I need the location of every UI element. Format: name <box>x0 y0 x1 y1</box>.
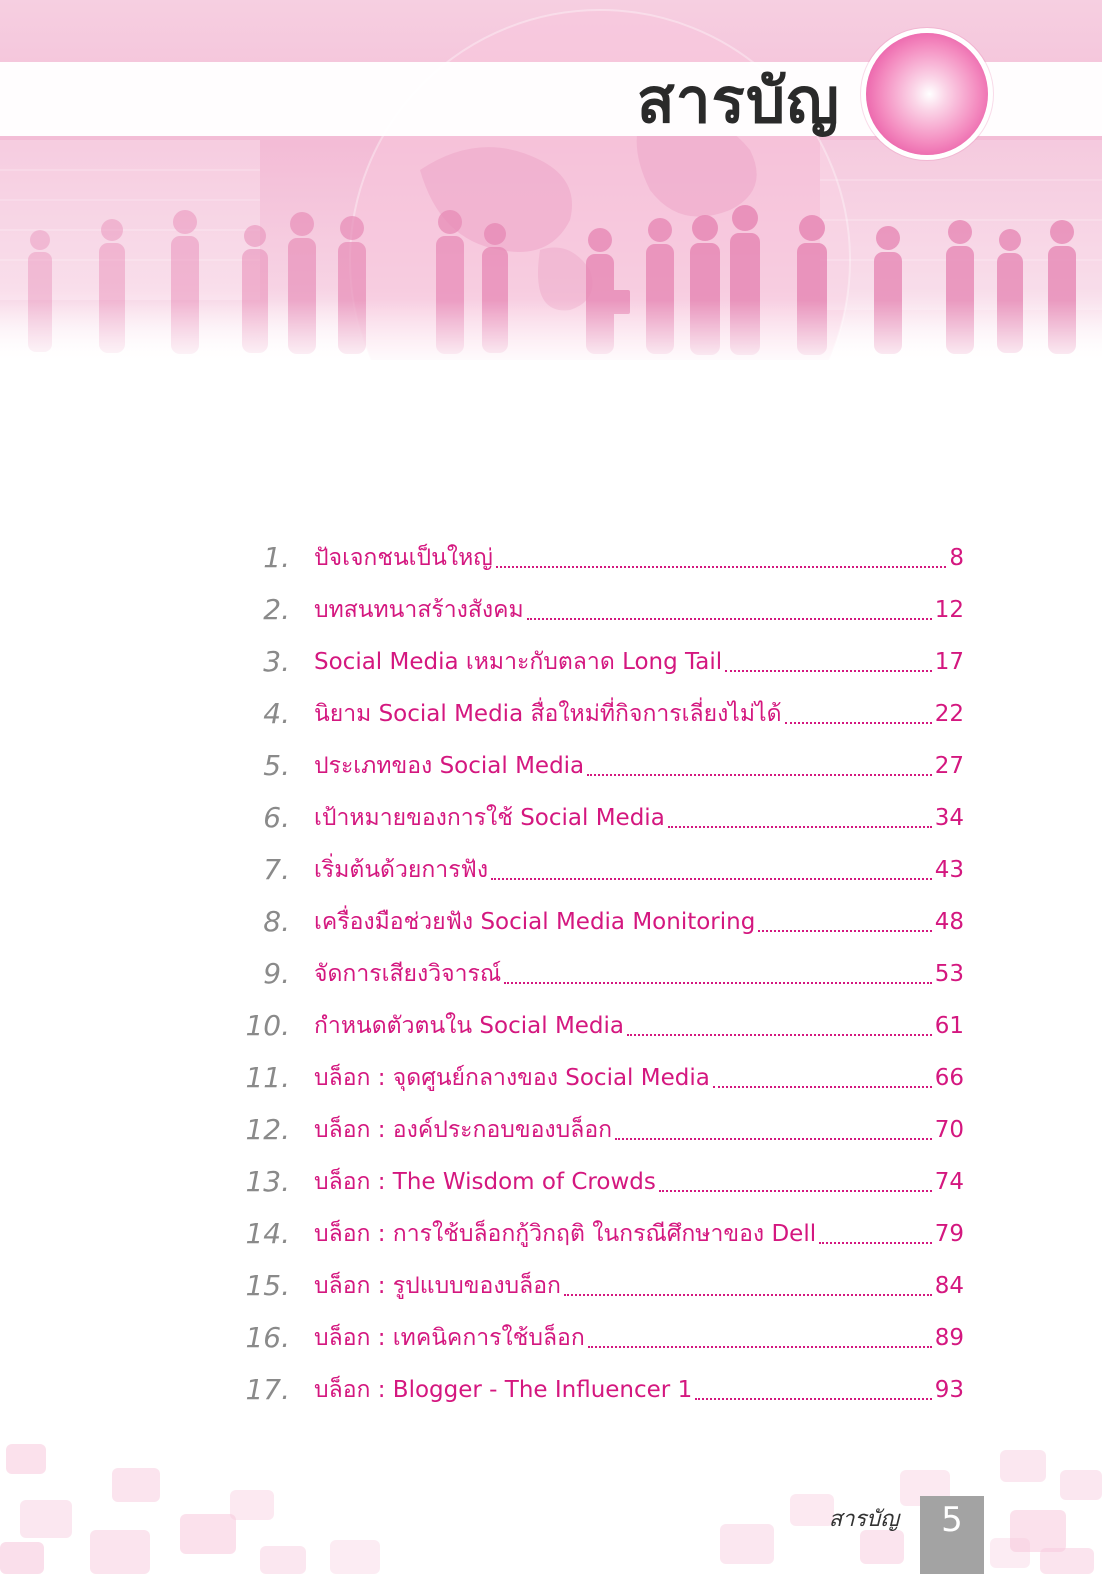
dot-leader <box>713 1086 932 1088</box>
toc-page-number: 12 <box>934 597 964 623</box>
toc-page-number: 89 <box>934 1325 964 1351</box>
footer-section-label: สารบัญ <box>828 1507 899 1532</box>
header-banner <box>0 0 1102 360</box>
toc-entry[interactable] <box>0 948 1102 1000</box>
toc-number: 11. <box>245 1061 290 1094</box>
dot-leader <box>785 722 932 724</box>
toc-number: 8. <box>263 905 290 938</box>
dot-leader <box>588 1346 932 1348</box>
toc-title: กำหนดตัวตนใน Social Media <box>314 1013 625 1039</box>
dot-leader <box>758 930 931 932</box>
toc-page-number: 8 <box>949 545 964 571</box>
toc-entry[interactable] <box>0 1208 1102 1260</box>
toc-title: เครื่องมือช่วยฟัง Social Media Monitoring <box>314 909 756 935</box>
toc-number: 5. <box>263 749 290 782</box>
toc-entry[interactable] <box>0 584 1102 636</box>
toc-entry[interactable] <box>0 636 1102 688</box>
toc-entry[interactable] <box>0 1364 1102 1416</box>
toc-number: 6. <box>263 801 290 834</box>
dot-leader <box>819 1242 932 1244</box>
page-number-badge <box>920 1496 984 1574</box>
toc-number: 4. <box>263 697 290 730</box>
toc-entry[interactable] <box>0 896 1102 948</box>
toc-title: ประเภทของ Social Media <box>314 753 585 779</box>
toc-number: 12. <box>245 1113 290 1146</box>
toc-page-number: 53 <box>934 961 964 987</box>
toc-number: 15. <box>245 1269 290 1302</box>
dot-leader <box>668 826 932 828</box>
page-number: 5 <box>941 1500 963 1540</box>
toc-number: 9. <box>263 957 290 990</box>
toc-title: นิยาม Social Media สื่อใหม่ที่กิจการเลี่ยงไม่ได้ <box>314 701 782 727</box>
toc-page-number: 27 <box>934 753 964 779</box>
toc-entry[interactable] <box>0 532 1102 584</box>
toc-number: 7. <box>263 853 290 886</box>
toc-entry[interactable] <box>0 1156 1102 1208</box>
dot-leader <box>695 1398 932 1400</box>
toc-page-number: 61 <box>934 1013 964 1039</box>
toc-title: บล็อก : องค์ประกอบของบล็อก <box>314 1117 613 1143</box>
toc-title: เป้าหมายของการใช้ Social Media <box>314 805 665 831</box>
toc-page-number: 34 <box>934 805 964 831</box>
toc-page-number: 84 <box>934 1273 964 1299</box>
toc-number: 14. <box>245 1217 290 1250</box>
toc-number: 17. <box>245 1373 290 1406</box>
dot-leader <box>491 878 932 880</box>
toc-page-number: 66 <box>934 1065 964 1091</box>
dot-leader <box>627 1034 932 1036</box>
toc-number: 2. <box>263 593 290 626</box>
toc-title: บล็อก : Blogger - The Influencer 1 <box>314 1377 693 1403</box>
toc-entry[interactable] <box>0 1000 1102 1052</box>
toc-title: บล็อก : การใช้บล็อกกู้วิกฤติ ในกรณีศึกษาของ Dell <box>314 1221 817 1247</box>
toc-title: ปัจเจกชนเป็นใหญ่ <box>314 545 493 571</box>
dot-leader <box>564 1294 932 1296</box>
dot-leader <box>496 566 947 568</box>
toc-entry[interactable] <box>0 1052 1102 1104</box>
toc-page-number: 43 <box>934 857 964 883</box>
dot-leader <box>527 618 932 620</box>
toc-entry[interactable] <box>0 1260 1102 1312</box>
toc-page-number: 93 <box>934 1377 964 1403</box>
toc-number: 1. <box>263 541 290 574</box>
dot-leader <box>587 774 932 776</box>
toc-entry[interactable] <box>0 792 1102 844</box>
dot-leader <box>725 670 932 672</box>
toc-title: บล็อก : จุดศูนย์กลางของ Social Media <box>314 1065 710 1091</box>
toc-number: 3. <box>263 645 290 678</box>
pink-orb-decoration <box>866 33 988 155</box>
toc-page-number: 74 <box>934 1169 964 1195</box>
toc-number: 13. <box>245 1165 290 1198</box>
dot-leader <box>615 1138 932 1140</box>
dot-leader <box>659 1190 932 1192</box>
page-title: สารบัญ <box>636 64 840 137</box>
toc-title: เริ่มต้นด้วยการฟัง <box>314 857 489 883</box>
toc-title: บล็อก : The Wisdom of Crowds <box>314 1169 656 1195</box>
dot-leader <box>504 982 932 984</box>
toc-page-number: 22 <box>934 701 964 727</box>
toc-entry[interactable] <box>0 688 1102 740</box>
toc-number: 10. <box>245 1009 290 1042</box>
toc-page-number: 48 <box>934 909 964 935</box>
toc-entry[interactable] <box>0 740 1102 792</box>
toc-page-number: 70 <box>934 1117 964 1143</box>
toc-title: จัดการเสียงวิจารณ์ <box>314 961 502 987</box>
toc-page-number: 79 <box>934 1221 964 1247</box>
toc-title: บล็อก : รูปแบบของบล็อก <box>314 1273 561 1299</box>
toc-title: Social Media เหมาะกับตลาด Long Tail <box>314 649 723 675</box>
toc-number: 16. <box>245 1321 290 1354</box>
toc-entry[interactable] <box>0 844 1102 896</box>
toc-entry[interactable] <box>0 1104 1102 1156</box>
toc-page-number: 17 <box>934 649 964 675</box>
toc-title: บล็อก : เทคนิคการใช้บล็อก <box>314 1325 585 1351</box>
toc-entry[interactable] <box>0 1312 1102 1364</box>
toc-title: บทสนทนาสร้างสังคม <box>314 597 524 623</box>
